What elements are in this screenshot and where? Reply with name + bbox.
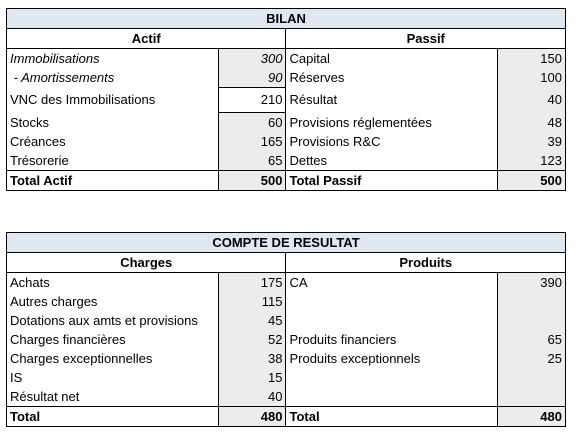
- charge-label: Autres charges: [7, 292, 219, 311]
- charge-label: Dotations aux amts et provisions: [7, 311, 219, 330]
- cr-row: [7, 349, 566, 368]
- bilan-total-row: [7, 171, 566, 191]
- bilan-row: [7, 113, 566, 133]
- charge-value: 15: [218, 368, 286, 387]
- actif-header: Actif: [7, 29, 286, 49]
- cr-row: [7, 292, 566, 311]
- actif-value: 60: [218, 113, 286, 133]
- compte-resultat-title: COMPTE DE RESULTAT: [7, 233, 566, 253]
- compte-resultat-table: [6, 232, 566, 427]
- charge-value: 175: [218, 273, 286, 293]
- actif-value: 300: [218, 49, 286, 69]
- actif-value: 90: [218, 68, 286, 88]
- actif-label: Stocks: [7, 113, 219, 133]
- produit-label: [286, 368, 498, 387]
- cr-row: [7, 387, 566, 407]
- actif-value: 65: [218, 151, 286, 171]
- bilan-table: [6, 8, 566, 191]
- produit-value: [498, 292, 566, 311]
- charge-value: 45: [218, 311, 286, 330]
- produit-value: [498, 368, 566, 387]
- charge-value: 40: [218, 387, 286, 407]
- produit-label: CA: [286, 273, 498, 293]
- charge-label: IS: [7, 368, 219, 387]
- bilan-title: BILAN: [7, 9, 566, 29]
- produits-header: Produits: [286, 253, 566, 273]
- bilan-row: [7, 151, 566, 171]
- charge-value: 38: [218, 349, 286, 368]
- charges-header: Charges: [7, 253, 286, 273]
- produit-label: Produits financiers: [286, 330, 498, 349]
- produit-value: [498, 387, 566, 407]
- charge-label: Achats: [7, 273, 219, 293]
- passif-label: Provisions R&C: [286, 132, 498, 151]
- passif-value: 150: [498, 49, 566, 69]
- charge-label: Charges exceptionnelles: [7, 349, 219, 368]
- produit-value: 65: [498, 330, 566, 349]
- produit-label: [286, 311, 498, 330]
- produit-value: [498, 311, 566, 330]
- bilan-row: [7, 132, 566, 151]
- bilan-row: [7, 68, 566, 88]
- passif-value: 48: [498, 113, 566, 133]
- passif-label: Résultat: [286, 88, 498, 113]
- actif-label: Créances: [7, 132, 219, 151]
- cr-row: [7, 368, 566, 387]
- passif-value: 39: [498, 132, 566, 151]
- passif-header: Passif: [286, 29, 566, 49]
- total-passif-label: Total Passif: [286, 171, 498, 191]
- charge-label: Résultat net: [7, 387, 219, 407]
- passif-label: Capital: [286, 49, 498, 69]
- produit-label: [286, 387, 498, 407]
- bilan-row: [7, 88, 566, 113]
- passif-value: 100: [498, 68, 566, 88]
- charge-value: 115: [218, 292, 286, 311]
- actif-label: Immobilisations: [7, 49, 219, 69]
- total-actif-value: 500: [218, 171, 286, 191]
- cr-row: [7, 273, 566, 293]
- actif-label: VNC des Immobilisations: [7, 88, 219, 113]
- total-actif-label: Total Actif: [7, 171, 219, 191]
- total-produits-label: Total: [286, 407, 498, 427]
- passif-value: 123: [498, 151, 566, 171]
- passif-value: 40: [498, 88, 566, 113]
- actif-label: - Amortissements: [7, 68, 219, 88]
- passif-label: Dettes: [286, 151, 498, 171]
- produit-label: [286, 292, 498, 311]
- produit-value: 390: [498, 273, 566, 293]
- produit-label: Produits exceptionnels: [286, 349, 498, 368]
- bilan-row: [7, 49, 566, 69]
- passif-label: Provisions réglementées: [286, 113, 498, 133]
- actif-value: 210: [218, 88, 286, 113]
- cr-row: [7, 311, 566, 330]
- produit-value: 25: [498, 349, 566, 368]
- total-passif-value: 500: [498, 171, 566, 191]
- cr-row: [7, 330, 566, 349]
- charge-value: 52: [218, 330, 286, 349]
- charge-label: Charges financières: [7, 330, 219, 349]
- actif-value: 165: [218, 132, 286, 151]
- actif-label: Trésorerie: [7, 151, 219, 171]
- total-charges-value: 480: [218, 407, 286, 427]
- cr-total-row: [7, 407, 566, 427]
- total-produits-value: 480: [498, 407, 566, 427]
- total-charges-label: Total: [7, 407, 219, 427]
- passif-label: Réserves: [286, 68, 498, 88]
